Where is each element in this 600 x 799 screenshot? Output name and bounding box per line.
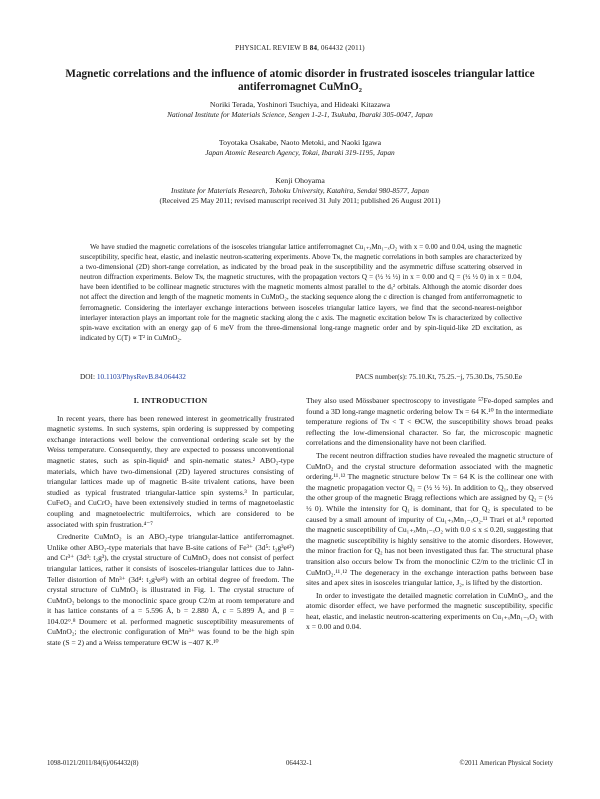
author-institution: Institute for Materials Research, Tohoku University, Katahira, Sendai 980-8577, Japan [171,186,429,195]
doi-pacs-line [80,372,522,381]
doi [80,372,186,381]
author-institution: Japan Atomic Research Agency, Tokai, Ibaraki 319-1195, Japan [205,148,395,157]
page-footer [47,760,553,767]
author-names: Noriki Terada, Yoshinori Tsuchiya, and Hideaki Kitazawa [209,100,391,109]
author-institution: National Institute for Materials Science, Sengen 1-2-1, Tsukuba, Ibaraki 305-0047, Japan [167,110,433,119]
pacs-numbers: PACS number(s): 75.10.Kt, 75.25.−j, 75.30.Ds, 75.50.Ee [355,372,522,381]
author-group-1 [40,100,560,120]
footer-issn: 1098-0121/2011/84(6)/064432(8) [47,760,139,767]
paragraph: In recent years, there has been renewed interest in geometrically frustrated magnetic systems. In such systems, spin ordering is suppressed by competing exchange interactions well below the conventional ordering scale set by the Weiss temperature. Consequently, they are expected to possess unconventional magnetic states, such as spin-liquid¹ and spin-nematic states.² ABO₂-type materials, which have two-dimensional (2D) layered structures consisting of triangular lattices made up of magnetic B-site trivalent cations, have been studied as typical frustrated triangular-lattice spin systems.³ In particular, CuFeO₂ and CuCrO₂ have been extensively studied in terms of magnetoelastic coupling and magnetoelectric multiferroics, which are considered to be associated with spin frustration.⁴⁻⁷ [47,413,294,529]
title-line-1: Magnetic correlations and the influence of atomic disorder in frustrated isosceles triangular lattice [65,68,535,80]
section-heading: I. INTRODUCTION [133,396,208,405]
footer-copyright: ©2011 American Physical Society [459,760,553,767]
paragraph: The recent neutron diffraction studies have revealed the magnetic structure of CuMnO₂ and the crystal structure deformation associated with the magnetic ordering.¹¹˒¹² The magnetic structure below Tɴ = 64 K is the collinear one with the magnetic propagation vector Q₁ = (½ ½ ½). In addition to Q₁, they observed the other group of the magnetic Bragg reflections which are assigned by Q₂ = (½ ½ 0). While the intensity for Q₁ is dominant, that for Q₂ is speculated to be caused by a small amount of impurity of Cu₁₊ₓMn₁₋ₓO₂.¹¹ Trari et al.⁹ reported the magnetic susceptibility of Cu₁₊ₓMn₁₋ₓO₂ with 0.0 ≤ x ≤ 0.20, suggesting that the magnetic susceptibility is highly sensitive to the atomic disorders. However, the minor fraction for Q₂ has not been investigated thus far. The structural phase transition also occurs below Tɴ from the monoclinic C2/m to the triclinic CĪ in CuMnO₂.¹¹˒¹² The degeneracy in the exchange interaction paths between base sites and apex sites in isosceles triangular lattice, J₂, is lifted by the distortion. [306,450,553,588]
journal-name: PHYSICAL REVIEW B [235,44,308,52]
author-names: Kenji Ohoyama [275,176,325,185]
footer-page-number: 064432-1 [285,760,313,767]
abstract: We have studied the magnetic correlations of the isosceles triangular lattice antiferromagnet Cu₁₊ₓMn₁₋ₓO₂ with x = 0.00 and 0.04, using the magnetic susceptibility, specific heat, elastic, and inelastic neutron-scattering experiments. Above Tɴ, the magnetic correlations in both samples are characterized by a two-dimensional (2D) short-range correlation, as indicated by the broad peak in the susceptibility and the asymmetric diffuse scattering observed in neutron diffraction experiments. Below Tɴ, the magnetic structures, with the propagation vectors Q = (½ ½ ½) in x = 0.00 and Q = (½ ½ 0) in x = 0.04, have been identified to be collinear magnetic structures with the magnetic moments almost parallel to the dₓ² orbitals. Although the atomic disorder does not affect the direction and length of the magnetic moments in CuMnO₂, the stacking sequence along the c direction is changed from antiferromagnetic to ferromagnetic. Considering the interlayer exchange interactions between isosceles triangular lattice layers, we find that the second-nearest-neighbor interlayer interaction plays an important role for the magnetic stacking along the c axis. The magnetic excitation below Tɴ is characterized by collective spin-wave excitation with an energy gap of 6 meV from the three-dimensional long-range magnetic order and by spin-liquid-like 2D excitation, as indicated by C(T) ∝ T² in CuMnO₂. [80,243,522,342]
left-column [47,396,294,651]
author-names: Toyotaka Osakabe, Naoto Metoki, and Naoki Igawa [218,138,382,147]
doi-label: DOI: [80,372,97,381]
paragraph: Crednerite CuMnO₂ is an ABO₂-type triangular-lattice antiferromagnet. Unlike other ABO₂-type materials that have B-site cations of Fe³⁺ (3d⁵: t₂g³eᵍ²) and Cr³⁺ (3d³: t₂g³), the crystal structure of CuMnO₂ does not consist of perfect triangular lattices, rather it consists of isosceles-triangular lattices due to Jahn-Teller distortion of Mn³⁺ (3d⁴: t₂g³eᵍ¹) with an orbital degree of freedom. The crystal structure of CuMnO₂ is illustrated in Fig. 1. The crystal structure of CuMnO₂ belongs to the monoclinic space group C2/m at room temperature and it has lattice constants of a = 5.596 Å, b = 2.880 Å, c = 5.899 Å, and β = 104.02°.⁸ Doumerc et al. performed magnetic susceptibility measurements of CuMnO₂; the electronic configuration of Mn³⁺ was found to be the high spin state (S = 2) and a Weiss temperature ΘCW is −407 K.¹⁰ [47,532,294,648]
author-group-3 [40,176,560,206]
paper-title [40,68,560,94]
paragraph: They also used Mössbauer spectroscopy to investigate ⁵⁷Fe-doped samples and found a 3D long-range magnetic ordering below Tɴ = 64 K.¹⁰ In the intermediate temperature regions of Tɴ < T < ΘCW, the susceptibility shows broad peaks reflecting the low-dimensional character. So far, the microscopic magnetic correlations and the dimensionality have not been clarified. [306,396,553,448]
right-column [306,396,553,635]
journal-header [0,44,600,52]
journal-volume: 84 [309,44,318,52]
paragraph: In order to investigate the detailed magnetic correlation in CuMnO₂, and the atomic disorder effect, we have performed the magnetic susceptibility, specific heat, elastic, and inelastic neutron-scattering experiments on Cu₁₊ₓMn₁₋ₓO₂ with x = 0.00 and 0.04. [306,590,553,632]
journal-pages: , 064432 (2011) [317,44,365,52]
received-dates: (Received 25 May 2011; revised manuscript received 31 July 2011; published 26 August 2011) [159,196,441,205]
doi-link[interactable]: 10.1103/PhysRevB.84.064432 [96,372,186,381]
title-line-2: antiferromagnet CuMnO₂ [237,81,363,93]
author-group-2 [40,138,560,158]
